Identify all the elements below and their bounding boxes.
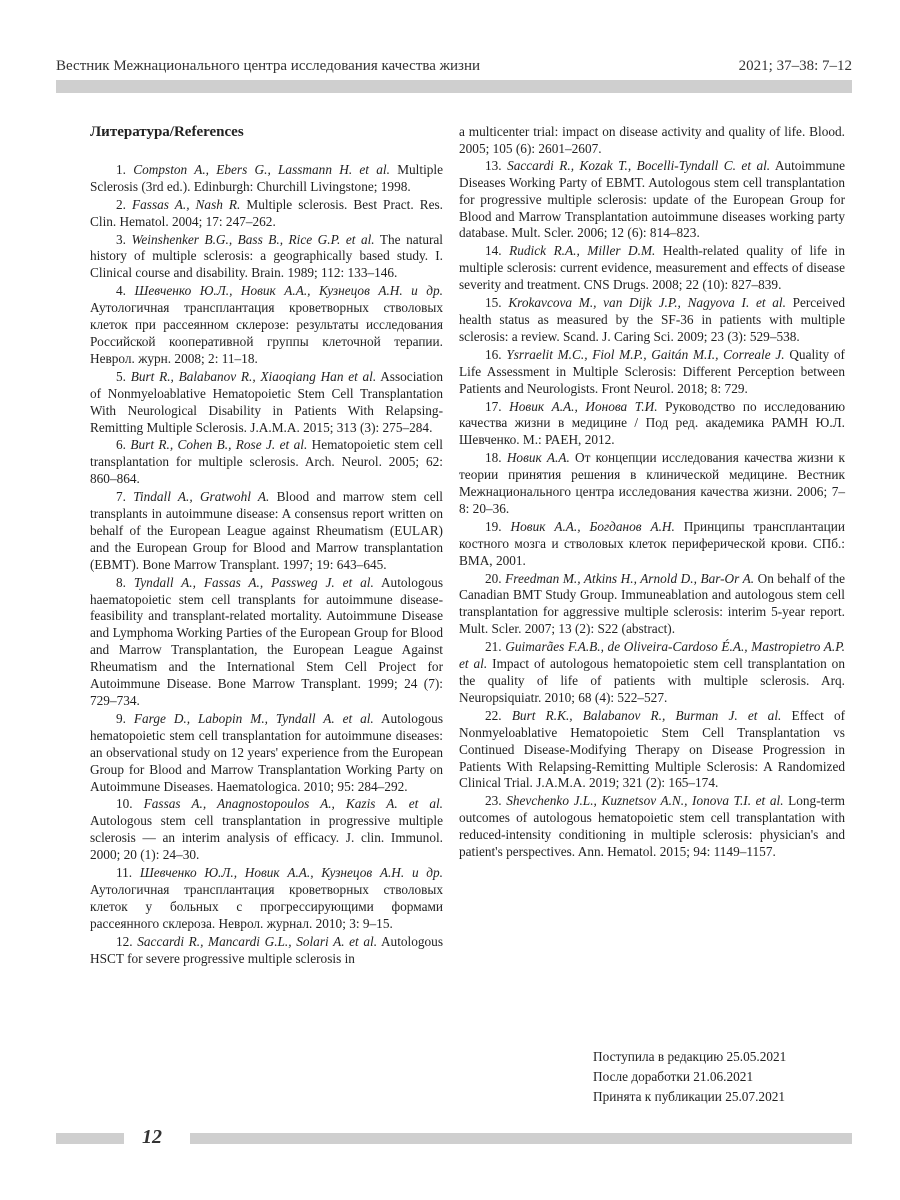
reference-item xyxy=(459,639,845,707)
reference-text: Effect of Nonmyeloablative Hematopoietic Stem Cell Transplantation vs Continued Disease-Modifying Therapy on Disease Progression in Patients With Relapsing-Remitting Multiple Sclerosis: A Randomized Clinical Trial. J.A.M.A. 2019; 321 (2): 165–174. xyxy=(459,707,846,791)
reference-item xyxy=(459,708,845,793)
reference-number: 10. xyxy=(116,796,133,812)
references-column-left xyxy=(90,124,443,969)
footer-rule-left xyxy=(56,1133,124,1144)
reference-item xyxy=(90,283,443,368)
reference-item xyxy=(459,519,845,570)
reference-text: Принципы трансплантации костного мозга и стволовых клеток периферической крови. СПб.: ВМА, 2001. xyxy=(459,518,845,568)
reference-number: 14. xyxy=(485,243,502,259)
references-column-right xyxy=(459,124,845,862)
reference-text: Blood and marrow stem cell transplants in autoimmune disease: A consensus report written on behalf of the European League against Rheumatism (EULAR) and the European Group for Blood and Marrow transplantation (EBMT). Bone Marrow Transplant. 1997; 19: 643–645. xyxy=(90,489,443,572)
reference-item xyxy=(90,232,443,283)
reference-text: Long-term outcomes of autologous hematopoietic stem cell transplantation with reduced-intensity conditioning in multiple sclerosis: physician's and patient's perspectives. Ann. Hematol. 2015; 94: 1149–1157. xyxy=(459,793,845,860)
reference-text: Health-related quality of life in multiple sclerosis: current evidence, measurement and effects of disease severity and treatment. CNS Drugs. 2008; 22 (10): 827–839. xyxy=(459,243,846,293)
reference-authors: Burt R.K., Balabanov R., Burman J. et al. xyxy=(511,707,782,723)
reference-item xyxy=(459,793,845,861)
footer-rule-right xyxy=(190,1133,852,1144)
reference-text: Autoimmune Diseases Working Party of EBMT. Autologous stem cell transplantation for progressive multiple sclerosis: update of the European Group for Blood and Marrow Transplantation autoimmune diseases working party database. Mult. Scler. 2006; 12 (6): 814–823. xyxy=(459,157,846,241)
reference-authors: Новик А.А., Ионова Т.И. xyxy=(509,398,658,414)
date-revised: После доработки 21.06.2021 xyxy=(593,1069,754,1084)
reference-authors: Burt R., Cohen B., Rose J. et al. xyxy=(130,437,308,453)
reference-authors: Fassas A., Nash R. xyxy=(132,196,241,212)
reference-authors: Tindall A., Gratwohl A. xyxy=(133,489,270,505)
reference-authors: Saccardi R., Mancardi G.L., Solari A. et al. xyxy=(137,933,378,949)
reference-number: 8. xyxy=(116,574,126,590)
reference-text: Autologous hematopoietic stem cell transplantation for autoimmune diseases: an observational study on 12 years' experience from the European Group for Blood and Marrow Transplantation Working Party on Autoimmune Diseases. Haematologica. 2010; 95: 284–292. xyxy=(90,710,443,794)
reference-item xyxy=(90,437,443,488)
date-received: Поступила в редакцию 25.05.2021 xyxy=(593,1049,787,1064)
reference-item xyxy=(90,934,443,968)
reference-text: Perceived health status as measured by the SF-36 in patients with multiple sclerosis: a review. Scand. J. Caring Sci. 2009; 23 (3): 529–538. xyxy=(459,295,845,344)
reference-text: Autologous HSCT for severe progressive multiple sclerosis in xyxy=(90,933,443,966)
reference-item xyxy=(459,450,845,518)
journal-title: Вестник Межнационального центра исследования качества жизни xyxy=(56,58,481,74)
page-number: 12 xyxy=(142,1126,162,1148)
reference-number: 22. xyxy=(485,707,502,723)
reference-number: 21. xyxy=(485,639,502,655)
reference-item xyxy=(90,197,443,231)
reference-number: 4. xyxy=(116,283,126,299)
reference-text: Аутологичная трансплантация кроветворных стволовых клеток у больных с прогрессирующими формами рассеянного склероза. Неврол. журнал. 2010; 3: 9–15. xyxy=(90,881,443,931)
reference-authors: Новик А.А., Богданов А.Н. xyxy=(510,518,675,534)
reference-authors: Rudick R.A., Miller D.M. xyxy=(509,243,656,259)
reference-number: 13. xyxy=(485,157,502,173)
reference-authors: Новик А.А. xyxy=(506,450,570,466)
reference-number: 5. xyxy=(116,368,126,384)
reference-text: Hematopoietic stem cell transplantation for multiple sclerosis. Arch. Neurol. 2005; 62: 860–864. xyxy=(90,437,443,487)
reference-item xyxy=(459,295,845,346)
reference-number: 12. xyxy=(116,933,133,949)
reference-number: 17. xyxy=(485,398,502,414)
reference-authors: Ysrraelit M.C., Fiol M.P., Gaitán M.I., Correale J. xyxy=(506,346,785,362)
reference-item xyxy=(459,347,845,398)
reference-authors: Шевченко Ю.Л., Новик А.А., Кузнецов А.Н. и др. xyxy=(139,865,444,881)
reference-number: 11. xyxy=(116,865,133,881)
reference-text: Autologous haematopoietic stem cell transplants for autoimmune disease-feasibility and transplant-related mortality. Autoimmune Disease and Lymphoma Working Parties of the European Group for Blood and Marrow Transplantation, the European League Against Rheumatism and the International Stem Cell Project for Autoimmune Disease. Bone Marrow Transplant. 1999; 24 (7): 729–734. xyxy=(90,574,443,708)
reference-authors: Saccardi R., Kozak T., Bocelli-Tyndall C. et al. xyxy=(507,157,771,173)
date-accepted: Принята к публикации 25.07.2021 xyxy=(593,1089,786,1104)
reference-text: Autologous stem cell transplantation in progressive multiple sclerosis — an interim analysis of efficacy. J. clin. Immunol. 2000; 20 (1): 24–30. xyxy=(90,813,443,863)
reference-list-right xyxy=(459,158,845,861)
reference-number: 18. xyxy=(485,450,502,466)
reference-item xyxy=(459,399,845,450)
reference-12-continuation: a multicenter trial: impact on disease activity and quality of life. Blood. 2005; 105 (6): 2601–2607. xyxy=(459,124,845,156)
reference-item xyxy=(90,369,443,437)
reference-text: Руководство по исследованию качества жизни в медицине / Под ред. академика РАМН Ю.Л. Шевченко. М.: РАЕН, 2012. xyxy=(459,398,846,448)
reference-text: Аутологичная трансплантация кроветворных стволовых клеток при рассеянном склерозе: результаты исследования Российской кооперативной группы клеточной терапии. Неврол. журн. 2008; 2: 11–18. xyxy=(90,300,443,366)
reference-number: 6. xyxy=(116,437,126,453)
reference-item xyxy=(90,162,443,196)
reference-item xyxy=(90,711,443,796)
reference-authors: Weinshenker B.G., Bass B., Rice G.P. et al. xyxy=(131,231,375,247)
reference-text: Quality of Life Assessment in Multiple Sclerosis: Different Perception between Patients and Neurologists. Front Neurol. 2018; 8: 729. xyxy=(459,346,845,396)
reference-authors: Tyndall A., Fassas A., Passweg J. et al. xyxy=(133,574,374,590)
reference-list-left xyxy=(90,162,443,968)
reference-authors: Shevchenko J.L., Kuznetsov A.N., Ionova T.I. et al. xyxy=(506,793,784,809)
article-dates xyxy=(593,1047,786,1107)
header-rule xyxy=(56,80,852,93)
issue-info: 2021; 37–38: 7–12 xyxy=(738,58,852,74)
reference-number: 2. xyxy=(116,196,126,212)
reference-item xyxy=(459,571,845,639)
reference-number: 3. xyxy=(116,231,126,247)
reference-item xyxy=(90,575,443,710)
reference-item xyxy=(90,796,443,864)
reference-authors: Farge D., Labopin M., Tyndall A. et al. xyxy=(133,710,374,726)
reference-item xyxy=(90,489,443,574)
reference-authors: Guimarães F.A.B., de Oliveira-Cardoso É.A., Mastropietro A.P. et al. xyxy=(459,639,845,672)
reference-text: Multiple Sclerosis (3rd ed.). Edinburgh: Churchill Livingstone; 1998. xyxy=(90,161,444,194)
section-title: Литература/References xyxy=(90,124,244,140)
running-head xyxy=(56,58,852,75)
reference-number: 1. xyxy=(116,161,126,177)
reference-authors: Шевченко Ю.Л., Новик А.А., Кузнецов А.Н. и др. xyxy=(134,283,443,299)
reference-item xyxy=(459,158,845,243)
reference-text: От концепции исследования качества жизни к теории принятия решения в клинической медицине. Вестник Межнационального центра исследования качества жизни. 2006; 7–8: 20–36. xyxy=(459,450,845,516)
reference-text: Impact of autologous hematopoietic stem cell transplantation on the quality of life of patients with multiple sclerosis. Arq. Neuropsiquiatr. 2010; 68 (4): 522–527. xyxy=(459,656,845,705)
reference-number: 23. xyxy=(485,793,502,809)
reference-text: On behalf of the Canadian BMT Study Group. Immuneablation and autologous stem cell transplantation for aggressive multiple sclerosis: interim 5-year report. Mult. Scler. 2007; 13 (2): S22 (abstract). xyxy=(459,570,846,637)
reference-number: 7. xyxy=(116,489,126,505)
reference-authors: Compston A., Ebers G., Lassmann H. et al. xyxy=(133,161,390,177)
reference-authors: Fassas A., Anagnostopoulos A., Kazis A. et al. xyxy=(143,796,443,812)
reference-number: 20. xyxy=(485,570,502,586)
reference-number: 9. xyxy=(116,710,126,726)
reference-authors: Burt R., Balabanov R., Xiaoqiang Han et al. xyxy=(130,368,377,384)
reference-text: Multiple sclerosis. Best Pract. Res. Clin. Hematol. 2004; 17: 247–262. xyxy=(90,196,443,229)
reference-number: 19. xyxy=(485,518,502,534)
reference-text: Association of Nonmyeloablative Hematopoietic Stem Cell Transplantation With Neurological Disability in Patients With Relapsing-Remitting Multiple Sclerosis. J.A.M.A. 2015; 313 (3): 275–284. xyxy=(90,368,443,435)
reference-number: 16. xyxy=(485,346,502,362)
reference-number: 15. xyxy=(485,295,502,311)
reference-item xyxy=(90,865,443,933)
reference-authors: Freedman M., Atkins H., Arnold D., Bar-Or A. xyxy=(505,570,755,586)
reference-item xyxy=(459,243,845,294)
reference-text: The natural history of multiple sclerosis: a geographically based study. I. Clinical course and disability. Brain. 1989; 112: 133–146. xyxy=(90,231,443,281)
reference-authors: Krokavcova M., van Dijk J.P., Nagyova I. et al. xyxy=(508,295,786,311)
